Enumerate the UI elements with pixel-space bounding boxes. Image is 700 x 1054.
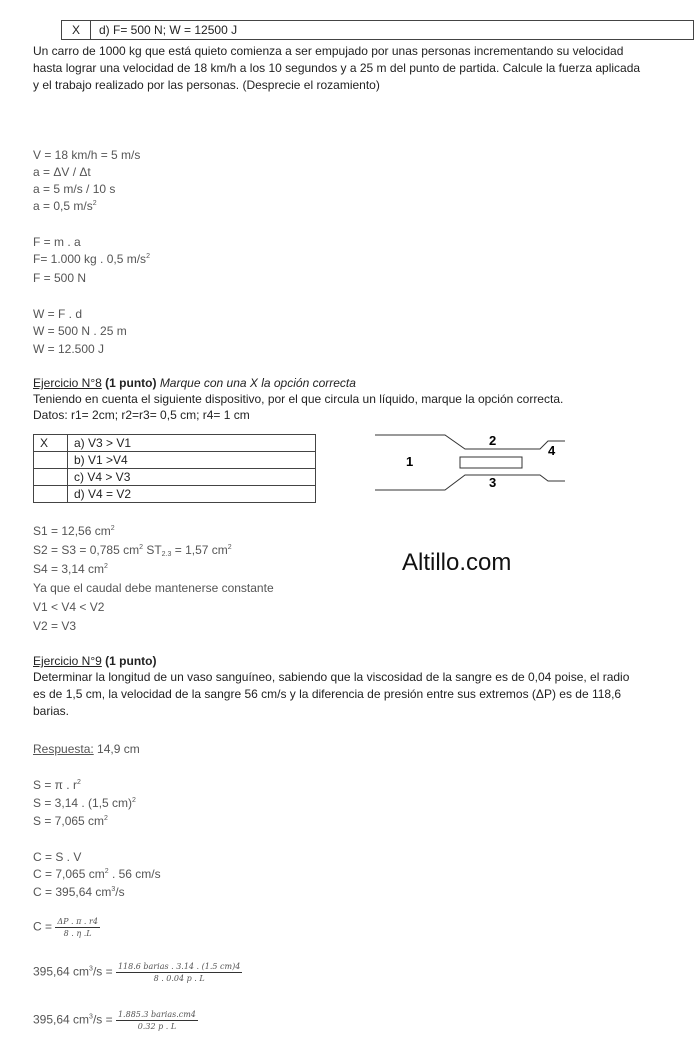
answer-line	[33, 741, 140, 757]
exercise-instruction: Marque con una X la opción correcta	[159, 376, 356, 390]
exercise-line: es de 1,5 cm, la velocidad de la sangre 56 cm/s y la diferencia de presión entre sus extremos (ΔP) es de 118,6	[33, 687, 622, 701]
exercise-9-heading	[33, 653, 156, 669]
table-row	[34, 469, 316, 486]
calc-text: C = 395,64 cm	[33, 885, 112, 899]
option-row-d	[61, 20, 694, 40]
problem-line: Un carro de 1000 kg que está quieto comienza a ser empujado por unas personas incrementando su velocidad	[33, 44, 624, 58]
exponent: 2	[139, 544, 143, 551]
calc-text: S = 7,065 cm	[33, 814, 105, 828]
exercise-8-heading	[33, 375, 356, 391]
option-text: c) V4 > V3	[68, 469, 316, 486]
option-text: d) V4 = V2	[68, 486, 316, 503]
pipe-inner-block	[460, 457, 522, 468]
calc-line	[33, 523, 115, 539]
calc-line	[33, 884, 125, 900]
pipe-label-4: 4	[548, 443, 556, 458]
calc-line	[33, 866, 161, 882]
formula-lhs: /s =	[92, 964, 116, 979]
pipe-top-wall	[375, 435, 565, 449]
calc-text: S = π . r	[33, 778, 77, 792]
exponent: 3	[111, 886, 116, 893]
fraction-numerator: ΔP . π . r4	[57, 917, 98, 926]
exercise-title: Ejercicio N°9	[33, 654, 102, 668]
calc-text: . 56 cm/s	[108, 867, 161, 881]
formula-line	[33, 961, 242, 984]
options-table	[33, 434, 316, 503]
exponent: 3	[89, 1013, 93, 1021]
option-text: d) F= 500 N; W = 12500 J	[99, 23, 238, 37]
calc-line: Ya que el caudal debe mantenerse constante	[33, 581, 274, 595]
fraction-denominator: 8 . η .L	[63, 929, 92, 938]
formula-line	[33, 916, 100, 939]
option-text: a) V3 > V1	[68, 435, 316, 452]
exercise-line: Determinar la longitud de un vaso sanguíneo, sabiendo que la viscosidad de la sangre es de 0,04 poise, el radio	[33, 670, 630, 684]
option-text: b) V1 >V4	[68, 452, 316, 469]
exercise-line: barias.	[33, 704, 70, 718]
calc-text: C = 7,065 cm	[33, 867, 105, 881]
calc-line	[33, 777, 81, 793]
fraction-denominator: 0.32 p . L	[137, 1022, 177, 1031]
answer-label: Respuesta:	[33, 742, 94, 756]
exercise-points: (1 punto)	[101, 654, 157, 668]
calc-text: a = 0,5 m/s	[33, 199, 93, 213]
calc-line	[33, 813, 108, 829]
calc-text: S = 3,14 . (1,5 cm)	[33, 796, 133, 810]
fraction	[116, 1009, 198, 1032]
problem-line: hasta lograr una velocidad de 18 km/h a los 10 segundos y a 25 m del punto de partida. Calcule la fuerza aplicada	[33, 61, 641, 75]
problem-line: y el trabajo realizado por las personas. (Desprecie el rozamiento)	[33, 78, 380, 92]
calc-text: S1 = 12,56 cm	[33, 524, 111, 538]
formula-lhs: 395,64 cm	[33, 1012, 90, 1027]
watermark: Altillo.com	[402, 549, 512, 576]
calc-text: F= 1.000 kg . 0,5 m/s	[33, 252, 147, 266]
calc-line: W = 500 N . 25 m	[33, 324, 127, 338]
calc-line: F = m . a	[33, 235, 81, 249]
calc-line	[33, 251, 150, 267]
option-mark	[34, 452, 68, 469]
fraction-numerator: 1.885.3 barias.cm4	[117, 1010, 196, 1019]
fraction	[55, 916, 100, 939]
exponent: 2	[104, 868, 109, 875]
option-mark	[34, 486, 68, 503]
pipe-label-3: 3	[489, 475, 497, 490]
exponent: 2	[76, 779, 81, 786]
calc-line	[33, 795, 136, 811]
calc-text: S4 = 3,14 cm	[33, 562, 105, 576]
calc-line: C = S . V	[33, 850, 82, 864]
exercise-line: Datos: r1= 2cm; r2=r3= 0,5 cm; r4= 1 cm	[33, 408, 250, 422]
formula-lhs: 395,64 cm	[33, 964, 90, 979]
calc-line	[33, 561, 108, 577]
formula-lhs: /s =	[92, 1012, 116, 1027]
exponent: 2	[110, 525, 115, 532]
calc-text: S2 = S3 = 0,785 cm	[33, 543, 140, 557]
subscript: 2.3	[161, 551, 172, 558]
option-mark	[34, 469, 68, 486]
calc-text: = 1,57 cm	[171, 543, 228, 557]
pipe-diagram	[370, 425, 570, 500]
table-row	[34, 486, 316, 503]
calc-line: V2 = V3	[33, 619, 77, 633]
calc-line: a = 5 m/s / 10 s	[33, 182, 116, 196]
formula-lhs: C =	[33, 919, 56, 934]
calc-line: W = F . d	[33, 307, 83, 321]
fraction	[116, 961, 242, 984]
exponent: 3	[89, 965, 93, 973]
exponent: 2	[104, 563, 108, 570]
exercise-title: Ejercicio N°8	[33, 376, 102, 390]
exercise-line: Teniendo en cuenta el siguiente dispositivo, por el que circula un líquido, marque la opción correcta.	[33, 392, 564, 406]
exponent: 2	[92, 200, 97, 207]
option-mark: X	[34, 435, 68, 452]
calc-line	[33, 198, 97, 214]
exponent: 2	[146, 253, 150, 260]
exponent: 2	[132, 797, 136, 804]
pipe-label-1: 1	[406, 454, 414, 469]
calc-line: F = 500 N	[33, 271, 87, 285]
option-mark: X	[62, 21, 91, 39]
calc-line	[33, 542, 232, 558]
pipe-label-2: 2	[489, 433, 497, 448]
fraction-denominator: 8 . 0.04 p . L	[153, 974, 205, 983]
fraction-numerator: 118.6 barias . 3.14 . (1.5 cm)4	[117, 962, 241, 971]
calc-text: /s	[115, 885, 125, 899]
calc-text: ST	[142, 543, 162, 557]
calc-line: a = ΔV / Δt	[33, 165, 91, 179]
table-row	[34, 435, 316, 452]
calc-line: V1 < V4 < V2	[33, 600, 105, 614]
calc-line: W = 12.500 J	[33, 342, 105, 356]
calc-line: V = 18 km/h = 5 m/s	[33, 148, 141, 162]
answer-value: 14,9 cm	[93, 742, 140, 756]
pipe-bottom-wall	[375, 475, 565, 490]
exponent: 2	[104, 815, 108, 822]
exercise-points: (1 punto)	[101, 376, 160, 390]
table-row	[34, 452, 316, 469]
exponent: 2	[227, 544, 232, 551]
formula-line	[33, 1009, 198, 1032]
